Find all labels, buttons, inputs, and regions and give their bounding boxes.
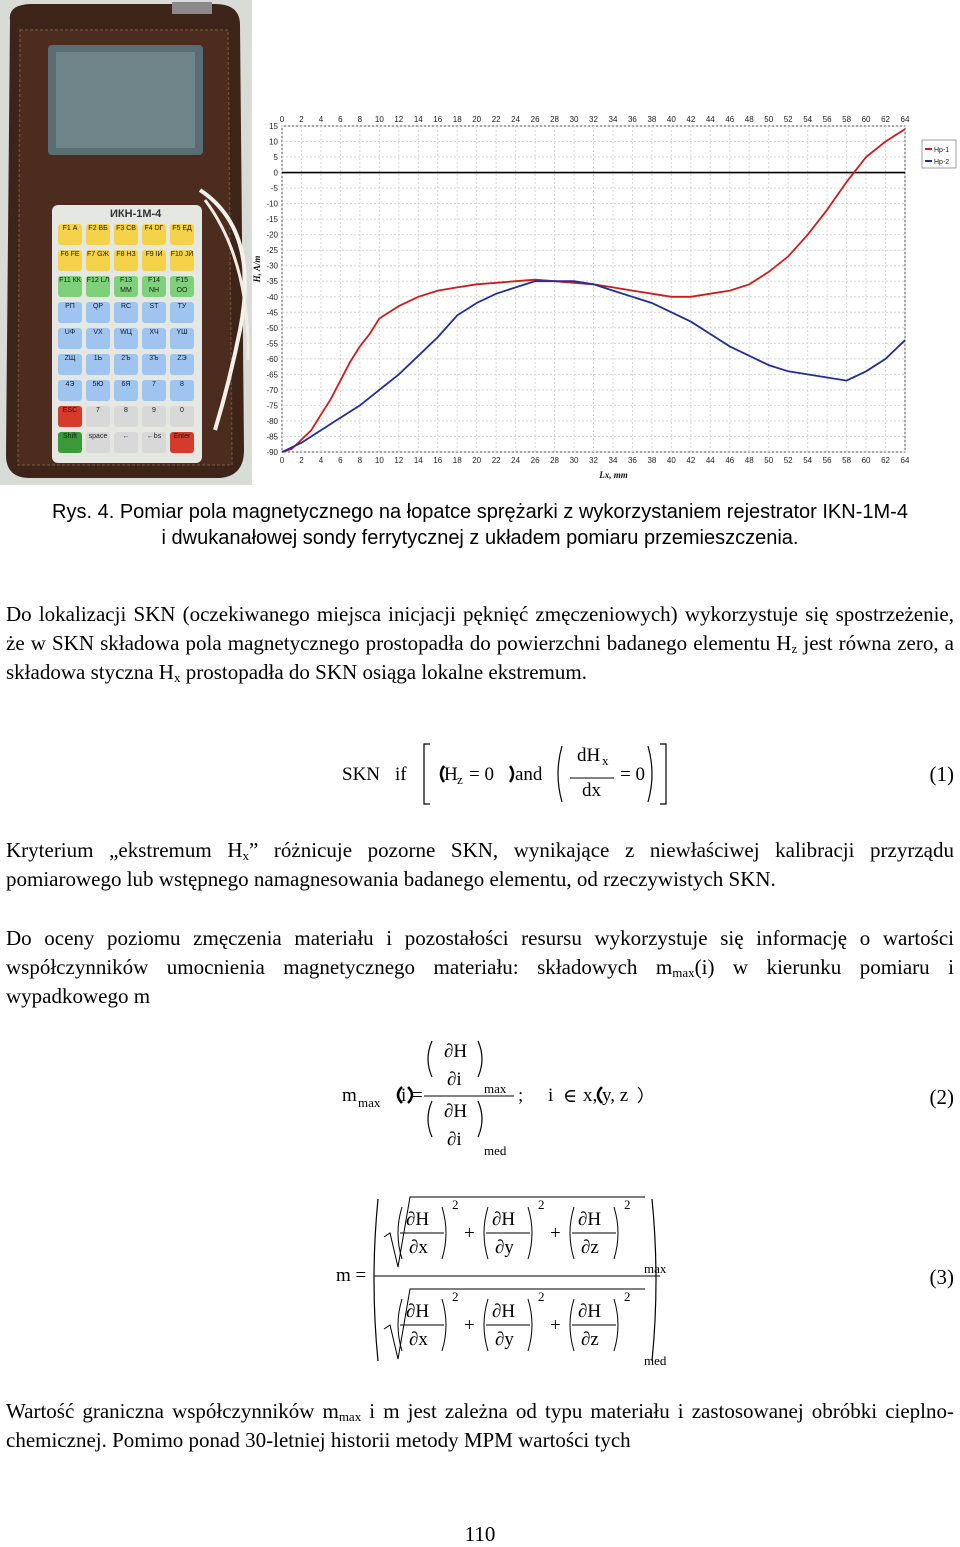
eq3-square: 2 <box>538 1289 545 1304</box>
x-tick-label-top: 50 <box>764 115 774 124</box>
eq3-plus: + <box>464 1223 475 1244</box>
x-tick-label-bottom: 40 <box>666 456 676 465</box>
figure-caption-line-1: Rys. 4. Pomiar pola magnetycznego na łopatce sprężarki z wykorzystaniem rejestrator IKN-1M-4 <box>52 501 908 523</box>
y-tick-label: -10 <box>266 199 278 209</box>
paragraph-4-text-b: i m jest zależna od typu materiału i zastosowanej obróbki cieplno-chemicznej. Pomimo ponad 30-letniej historii metody MPM wartości tych <box>6 1399 954 1452</box>
x-tick-label-top: 30 <box>569 115 579 124</box>
keypad-key: Enter <box>170 432 194 453</box>
x-tick-label-top: 52 <box>783 115 793 124</box>
keypad-key: 0 <box>170 406 194 427</box>
x-tick-label-top: 18 <box>452 115 462 124</box>
keypad-key: SТ <box>142 302 166 323</box>
keypad-key: 2Ъ <box>114 354 138 375</box>
eq3-square: 2 <box>538 1197 545 1212</box>
eq2-arg: i <box>401 1085 407 1106</box>
x-tick-label-top: 12 <box>394 115 404 124</box>
x-tick-label-bottom: 6 <box>338 456 343 465</box>
x-tick-label-bottom: 42 <box>686 456 696 465</box>
x-tick-label-top: 10 <box>374 115 384 124</box>
eq3-number: (3) <box>929 1265 954 1289</box>
keypad-key: PП <box>58 302 82 323</box>
x-tick-label-bottom: 18 <box>452 456 462 465</box>
x-tick-label-top: 40 <box>666 115 676 124</box>
x-tick-label-bottom: 32 <box>589 456 598 465</box>
page-number: 110 <box>464 1522 496 1546</box>
eq2-max: max <box>484 1081 507 1096</box>
x-tick-label-top: 28 <box>550 115 560 124</box>
paragraph-1-sub-x: x <box>173 670 181 685</box>
eq2-set: x, y, z <box>583 1085 629 1106</box>
eq1-eq-zero: = 0 <box>469 764 494 785</box>
eq1-number: (1) <box>929 762 954 786</box>
field-chart <box>252 110 960 485</box>
eq2-equals: = <box>412 1085 423 1106</box>
y-tick-label: 5 <box>273 153 278 163</box>
keypad-key: F7 GЖ <box>86 250 110 271</box>
x-tick-label-bottom: 28 <box>550 456 560 465</box>
paragraph-4-text-a: Wartość graniczna współczynników m <box>6 1399 339 1423</box>
legend-label: Hp-1 <box>934 147 950 154</box>
x-tick-label-top: 8 <box>357 115 363 124</box>
x-tick-label-bottom: 58 <box>842 456 852 465</box>
y-tick-label: -50 <box>266 323 278 333</box>
y-tick-label: -70 <box>266 385 278 395</box>
x-tick-label-top: 46 <box>725 115 735 124</box>
keypad-key: UФ <box>58 328 82 349</box>
equation-3 <box>0 1185 960 1375</box>
y-tick-label: -60 <box>266 354 278 364</box>
eq3-den: ∂y <box>495 1329 514 1350</box>
keypad-key: VХ <box>86 328 110 349</box>
paragraph-1 <box>6 600 954 687</box>
x-tick-label-bottom: 0 <box>279 456 285 465</box>
keypad-key: 7 <box>86 406 110 427</box>
x-tick-label-bottom: 26 <box>530 456 540 465</box>
x-tick-label-bottom: 44 <box>705 456 715 465</box>
y-tick-label: -35 <box>266 277 278 287</box>
eq3-dH: ∂H <box>406 1301 430 1322</box>
eq2-di-top: ∂i <box>447 1069 462 1090</box>
keypad-key: F9 IИ <box>142 250 166 271</box>
chart-svg <box>252 110 960 485</box>
x-tick-label-bottom: 4 <box>318 456 324 465</box>
keypad-key: 7 <box>142 380 166 401</box>
keypad-key: F5 ЕД <box>170 224 194 245</box>
eq2-m-sub: max <box>358 1095 381 1110</box>
x-tick-label-bottom: 62 <box>881 456 890 465</box>
eq2-number: (2) <box>929 1085 954 1109</box>
x-tick-label-bottom: 52 <box>783 456 793 465</box>
x-tick-label-top: 14 <box>413 115 423 124</box>
eq3-plus: + <box>464 1315 475 1336</box>
eq1-num-sub: x <box>602 753 609 768</box>
eq2-sep: ; <box>518 1085 524 1106</box>
eq1-num: dH <box>577 745 601 766</box>
x-axis-label: Lx, mm <box>599 470 628 480</box>
keypad-key: ←bs <box>142 432 166 453</box>
paragraph-2-text-b: ” różnicuje pozorne SKN, wynikające z niewłaściwej kalibracji przyrządu pomiarowego lub wstępnego namagnesowania badanego elementu, od rzeczywistych SKN. <box>6 838 954 891</box>
paragraph-2 <box>6 836 954 894</box>
eq3-plus: + <box>550 1315 561 1336</box>
y-tick-label: -45 <box>266 308 278 318</box>
y-tick-label: -25 <box>266 246 278 256</box>
x-tick-label-bottom: 24 <box>511 456 521 465</box>
figure-caption-line-2: i dwukanałowej sondy ferrytycznej z układem pomiaru przemieszczenia. <box>161 527 799 549</box>
x-tick-label-top: 56 <box>822 115 832 124</box>
eq3-square: 2 <box>624 1289 631 1304</box>
x-tick-label-bottom: 8 <box>357 456 363 465</box>
eq1-skn: SKN <box>342 764 381 785</box>
paragraph-1-text-c: jest równa zero, a składowa styczna H <box>6 631 954 684</box>
eq3-den: ∂x <box>409 1237 428 1258</box>
keypad-key: F6 FЕ <box>58 250 82 271</box>
x-tick-label-bottom: 46 <box>725 456 735 465</box>
x-tick-label-top: 4 <box>318 115 324 124</box>
paragraph-1-sub-z: z <box>791 641 798 656</box>
keypad-key: Shift <box>58 432 82 453</box>
eq3-dH: ∂H <box>492 1301 516 1322</box>
keypad-key: F11 КК <box>58 276 82 297</box>
eq2-di-bottom: ∂i <box>447 1129 462 1150</box>
x-tick-label-top: 22 <box>491 115 501 124</box>
eq2-i: i <box>548 1085 554 1106</box>
legend-label: Hp-2 <box>934 159 950 166</box>
x-tick-label-bottom: 36 <box>627 456 637 465</box>
y-tick-label: -90 <box>266 448 278 457</box>
x-tick-label-top: 32 <box>589 115 598 124</box>
keypad-key: F2 ВБ <box>86 224 110 245</box>
x-tick-label-bottom: 60 <box>861 456 871 465</box>
keypad-key: F12 LЛ <box>86 276 110 297</box>
eq1-den: dx <box>582 780 601 801</box>
y-tick-label: -65 <box>266 370 278 380</box>
x-tick-label-top: 44 <box>705 115 715 124</box>
paragraph-1-text-a: Do lokalizacji SKN (oczekiwanego miejsca inicjacji pęknięć zmęczeniowych) wykorzystuje się spostrzeżenie, że w SKN składowa pola magnetycznego prostopadła do powierzchni badanego elementu H <box>6 602 954 655</box>
equation-2 <box>0 1035 960 1165</box>
eq2-in: ∈ <box>563 1086 578 1107</box>
eq3-square: 2 <box>452 1289 459 1304</box>
x-tick-label-bottom: 20 <box>472 456 482 465</box>
eq3-m: m = <box>336 1265 367 1286</box>
eq2-dH-bottom: ∂H <box>444 1101 468 1122</box>
keypad-key: ESC <box>58 406 82 427</box>
eq3-square: 2 <box>624 1197 631 1212</box>
eq2-m: m <box>342 1085 357 1106</box>
keypad-key: 9 <box>142 406 166 427</box>
keypad-key: 6Я <box>114 380 138 401</box>
keypad-key: F1 А <box>58 224 82 245</box>
x-tick-label-bottom: 12 <box>394 456 404 465</box>
y-tick-label: -15 <box>266 215 278 225</box>
y-tick-label: -5 <box>270 184 278 194</box>
y-tick-label: -55 <box>266 339 278 349</box>
eq2-dH-top: ∂H <box>444 1041 468 1062</box>
y-tick-label: -20 <box>266 230 278 240</box>
x-tick-label-bottom: 10 <box>374 456 384 465</box>
keypad-key: XЧ <box>142 328 166 349</box>
eq3-den: ∂z <box>581 1237 599 1258</box>
eq3-den: ∂x <box>409 1329 428 1350</box>
eq2-med: med <box>484 1143 507 1158</box>
eq3-max: max <box>644 1261 667 1276</box>
x-tick-label-bottom: 22 <box>491 456 501 465</box>
x-tick-label-top: 36 <box>627 115 637 124</box>
keypad-key: 8 <box>114 406 138 427</box>
paragraph-4-sub-max: max <box>338 1409 362 1424</box>
keypad-key: 5Ю <box>86 380 110 401</box>
x-tick-label-bottom: 48 <box>744 456 754 465</box>
y-tick-label: -80 <box>266 416 278 426</box>
keypad-key: ZЩ <box>58 354 82 375</box>
keypad-key: QР <box>86 302 110 323</box>
x-tick-label-bottom: 64 <box>900 456 910 465</box>
eq3-den: ∂z <box>581 1329 599 1350</box>
keypad-key: F4 DГ <box>142 224 166 245</box>
x-tick-label-top: 48 <box>744 115 754 124</box>
x-tick-label-top: 62 <box>881 115 890 124</box>
keypad-key: YШ <box>170 328 194 349</box>
keypad-key: ZЭ <box>170 354 194 375</box>
keypad-key: space <box>86 432 110 453</box>
keypad-key: 1Ь <box>86 354 110 375</box>
y-tick-label: -40 <box>266 292 278 302</box>
eq1-and: and <box>515 764 543 785</box>
x-tick-label-top: 34 <box>608 115 618 124</box>
x-tick-label-bottom: 16 <box>433 456 443 465</box>
x-tick-label-bottom: 2 <box>299 456 304 465</box>
x-tick-label-top: 20 <box>472 115 482 124</box>
x-tick-label-top: 16 <box>433 115 443 124</box>
device-label: ИКН-1М-4 <box>110 208 162 220</box>
x-tick-label-top: 64 <box>900 115 910 124</box>
x-tick-label-top: 0 <box>279 115 285 124</box>
keypad-key: 8 <box>170 380 194 401</box>
eq3-dH: ∂H <box>578 1301 602 1322</box>
x-tick-label-top: 42 <box>686 115 696 124</box>
paragraph-3-text-b: (i) w kierunku pomiaru i wypadkowego m <box>6 955 954 1008</box>
y-tick-label: 0 <box>273 168 278 178</box>
x-tick-label-bottom: 30 <box>569 456 579 465</box>
eq3-dH: ∂H <box>578 1209 602 1230</box>
keypad-key: RС <box>114 302 138 323</box>
eq3-med: med <box>644 1353 667 1368</box>
eq1-hz-sub: z <box>457 772 463 787</box>
keypad-key: F10 JЙ <box>170 250 194 271</box>
eq3-dH: ∂H <box>406 1209 430 1230</box>
x-tick-label-bottom: 56 <box>822 456 832 465</box>
x-tick-label-bottom: 34 <box>608 456 618 465</box>
x-tick-label-top: 2 <box>299 115 304 124</box>
x-tick-label-bottom: 50 <box>764 456 774 465</box>
eq1-eq-zero-2: = 0 <box>620 764 645 785</box>
x-tick-label-top: 24 <box>511 115 521 124</box>
x-tick-label-top: 26 <box>530 115 540 124</box>
y-tick-label: -75 <box>266 401 278 411</box>
device-photo <box>0 0 252 485</box>
keypad-key: F15 ОО <box>170 276 194 297</box>
paragraph-3 <box>6 924 954 1011</box>
keypad-key: F14 NН <box>142 276 166 297</box>
eq1-if: if <box>395 764 407 785</box>
keypad-key: F3 СВ <box>114 224 138 245</box>
eq1-hz: H <box>444 764 458 785</box>
keypad-key: WЦ <box>114 328 138 349</box>
eq3-den: ∂y <box>495 1237 514 1258</box>
eq3-plus: + <box>550 1223 561 1244</box>
eq3-square: 2 <box>452 1197 459 1212</box>
y-tick-label: 10 <box>269 137 278 147</box>
x-tick-label-top: 60 <box>861 115 871 124</box>
eq3-dH: ∂H <box>492 1209 516 1230</box>
x-tick-label-bottom: 54 <box>803 456 813 465</box>
paragraph-2-sub-x: x <box>242 848 249 863</box>
keypad-key: ← <box>114 432 138 453</box>
y-tick-label: -30 <box>266 261 278 271</box>
y-tick-label: 15 <box>269 122 278 131</box>
x-tick-label-bottom: 38 <box>647 456 657 465</box>
x-tick-label-bottom: 14 <box>413 456 423 465</box>
paragraph-3-text-a: Do oceny poziomu zmęczenia materiału i pozostałości resursu wykorzystuje się informację o wartości współczynników umocnienia magnetycznego materiału: składowych m <box>6 926 954 979</box>
y-tick-label: -85 <box>266 432 278 442</box>
keypad-key: 4Э <box>58 380 82 401</box>
x-tick-label-top: 58 <box>842 115 852 124</box>
x-tick-label-top: 38 <box>647 115 657 124</box>
keypad-key: F13 ММ <box>114 276 138 297</box>
x-tick-label-top: 6 <box>338 115 343 124</box>
paragraph-4 <box>6 1397 954 1455</box>
keypad-key: 3Ъ <box>142 354 166 375</box>
paragraph-3-sub-max: max <box>672 965 695 980</box>
keypad-key: TУ <box>170 302 194 323</box>
paragraph-1-text-e: prostopadła do SKN osiąga lokalne ekstremum. <box>180 660 587 684</box>
equation-1 <box>0 740 960 810</box>
x-tick-label-top: 54 <box>803 115 813 124</box>
paragraph-2-text-a: Kryterium „ekstremum H <box>6 838 243 862</box>
keypad-key: F8 НЗ <box>114 250 138 271</box>
y-axis-label: H, A/m <box>252 255 262 283</box>
